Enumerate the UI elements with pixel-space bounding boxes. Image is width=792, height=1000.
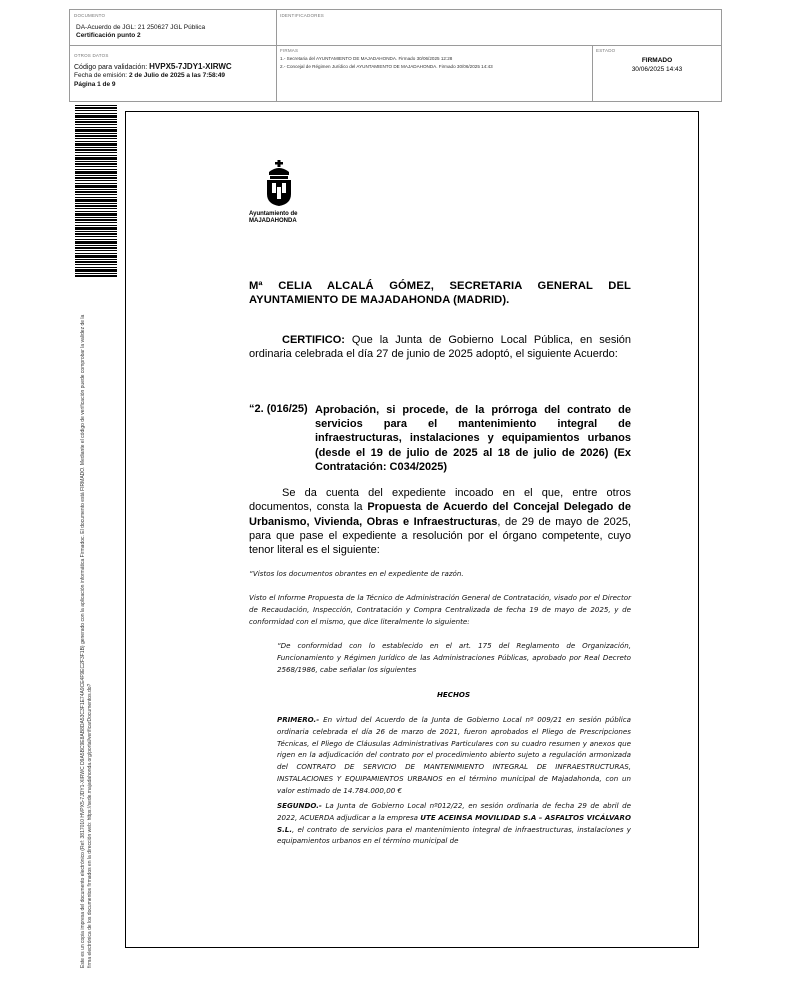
primero-text: En virtud del Acuerdo de la Junta de Gobierno Local nº 009/21 en sesión pública ordinaria celebrada el día 26 de marzo de 2021, fueron aprobados el Pliego de Prescripciones Técnicas, el Pliego de Cláusulas Administrativas Particulares con su cuadro resumen y anexos que rigen en la adjudicación del contrato por el procedimiento abierto sujeto a regulación armonizada del CONTRATO DE SERVICIO DE MANTENIMIENTO INTEGRAL DE INFRAESTRUCTURAS, INSTALACIONES Y EQUIPAMIENTOS URBANOS en el término municipal de Majadahonda, con un valor estimado de 14.784.000,00 € <box>277 715 631 795</box>
certifico-label: CERTIFICO: <box>282 334 345 346</box>
estado-label: ESTADO <box>596 48 616 53</box>
segundo-company: UTE ACEINSA MOVILIDAD S.A – ASFALTOS VICÁLVARO S.L. <box>277 812 631 834</box>
document-title: Mª CELIA ALCALÁ GÓMEZ, SECRETARIA GENERAL DEL AYUNTAMIENTO DE MAJADAHONDA (MADRID). <box>249 280 631 306</box>
documento-line2: Certificación punto 2 <box>76 32 141 39</box>
codigo-value[interactable]: HVPX5-7JDY1-XIRWC <box>149 62 232 71</box>
logo-caption-line2: MAJADAHONDA <box>249 218 297 224</box>
quote-conformidad: “De conformidad con lo establecido en el art. 175 del Reglamento de Organización, Funcionamiento y Régimen Jurídico de las Administraciones Públicas, aprobado por Real Decreto 2568/1986, cabe señalar los siguientes <box>277 641 631 674</box>
majadahonda-logo <box>244 160 314 225</box>
documento-label: DOCUMENTO <box>74 13 106 18</box>
segundo-label: SEGUNDO.- <box>277 801 322 810</box>
fecha-label: Fecha de emisión: <box>74 72 128 79</box>
firma-1: 1.- Secretaria del AYUNTAMIENTO DE MAJADAHONDA. Firmado 30/06/2025 12:28 <box>280 56 453 61</box>
otros-datos-label: OTROS DATOS <box>74 53 109 58</box>
header-divider <box>276 10 277 101</box>
barcode <box>75 105 117 277</box>
para1-a: Se da cuenta del expediente incoado en el que, entre otros documentos, consta la <box>249 487 631 514</box>
fecha-emision <box>74 72 225 79</box>
segundo-paragraph <box>277 800 631 847</box>
para1-c: , de 29 de mayo de 2025, para que pase el expediente a resolución por el órgano competente, cuyo tenor literal es el siguiente: <box>249 515 631 557</box>
hechos-heading: HECHOS <box>437 690 471 699</box>
certifico-paragraph <box>249 333 631 362</box>
primero-label: PRIMERO.- <box>277 715 320 724</box>
firmas-label: FIRMAS <box>280 48 299 53</box>
certifico-text: Que la Junta de Gobierno Local Pública, en sesión ordinaria celebrada el día 27 de junio de 2025 adoptó, el siguiente Acuerdo: <box>249 334 631 361</box>
coat-of-arms-icon <box>264 160 294 206</box>
primero-paragraph <box>277 714 631 797</box>
codigo-label: Código para validación: <box>74 64 148 71</box>
expediente-paragraph <box>249 486 631 557</box>
item-number: “2. (016/25) <box>249 403 308 415</box>
header-divider <box>592 45 593 101</box>
documento-line1: DA-Acuerdo de JGL: 21 250627 JGL Pública <box>76 24 206 31</box>
logo-caption-line1: Ayuntamiento de <box>249 211 298 217</box>
quote-visto-informe: Visto el Informe Propuesta de la Técnico de Administración General de Contratación, visado por el Director de Recaudación, Inspección, Contratación y Compra Centralizada de fecha 19 de mayo de 2025, y de conformidad con el mismo, que dice literalmente lo siguiente: <box>249 593 631 626</box>
quote-vistos: “Vistos los documentos obrantes en el expediente de razón. <box>249 569 464 578</box>
estado-value: FIRMADO <box>641 57 673 64</box>
segundo-text-a: La Junta de Gobierno Local nº012/22, en sesión ordinaria de fecha 29 de abril de 2022, ACUERDA adjudicar a la empresa <box>277 801 631 822</box>
document-header <box>69 9 722 102</box>
page-count: Página 1 de 9 <box>74 81 116 88</box>
para1-b: Propuesta de Acuerdo del Concejal Delegado de Urbanismo, Vivienda, Obras e Infraestructuras <box>249 501 631 528</box>
firma-2: 2.- Concejal de Régimen Jurídico del AYUNTAMIENTO DE MAJADAHONDA. Firmado 30/06/2025 14:43 <box>280 64 493 69</box>
estado-fecha: 30/06/2025 14:43 <box>631 66 683 73</box>
segundo-text-b: , el contrato de servicios para el mantenimiento integral de infraestructuras, instalaciones y equipamientos urbanos en el término municipal de <box>277 824 631 846</box>
item-subject: Aprobación, si procede, de la prórroga del contrato de servicios para el mantenimiento integral de infraestructuras, instalaciones y equipamientos urbanos (desde el 19 de julio de 2025 al 18 de julio de 2026) (Ex Contratación: C034/2025) <box>315 404 631 473</box>
identificadores-label: IDENTIFICADORES <box>280 13 325 18</box>
fecha-value: 2 de Julio de 2025 a las 7:58:49 <box>128 72 226 79</box>
codigo-validacion <box>74 62 232 71</box>
verification-side-text: Este es un copia impresa del documento electrónico (Ref: 3817010 HVPX5-7JDY1-XIRWC D9A5BC9E8AB8DA53C3F1E74A9CE4F9EC2F3F1B) generado con la aplicación informática Firmadoc. El documento está FIRMADO. Mediante el código de verificación puede comprobar la validez de la firma electrónica de los documentos firmados en la dirección web: https://sede.majadahonda.org/portal/verificarDocumentos.do? <box>80 314 93 968</box>
header-divider <box>70 45 721 46</box>
